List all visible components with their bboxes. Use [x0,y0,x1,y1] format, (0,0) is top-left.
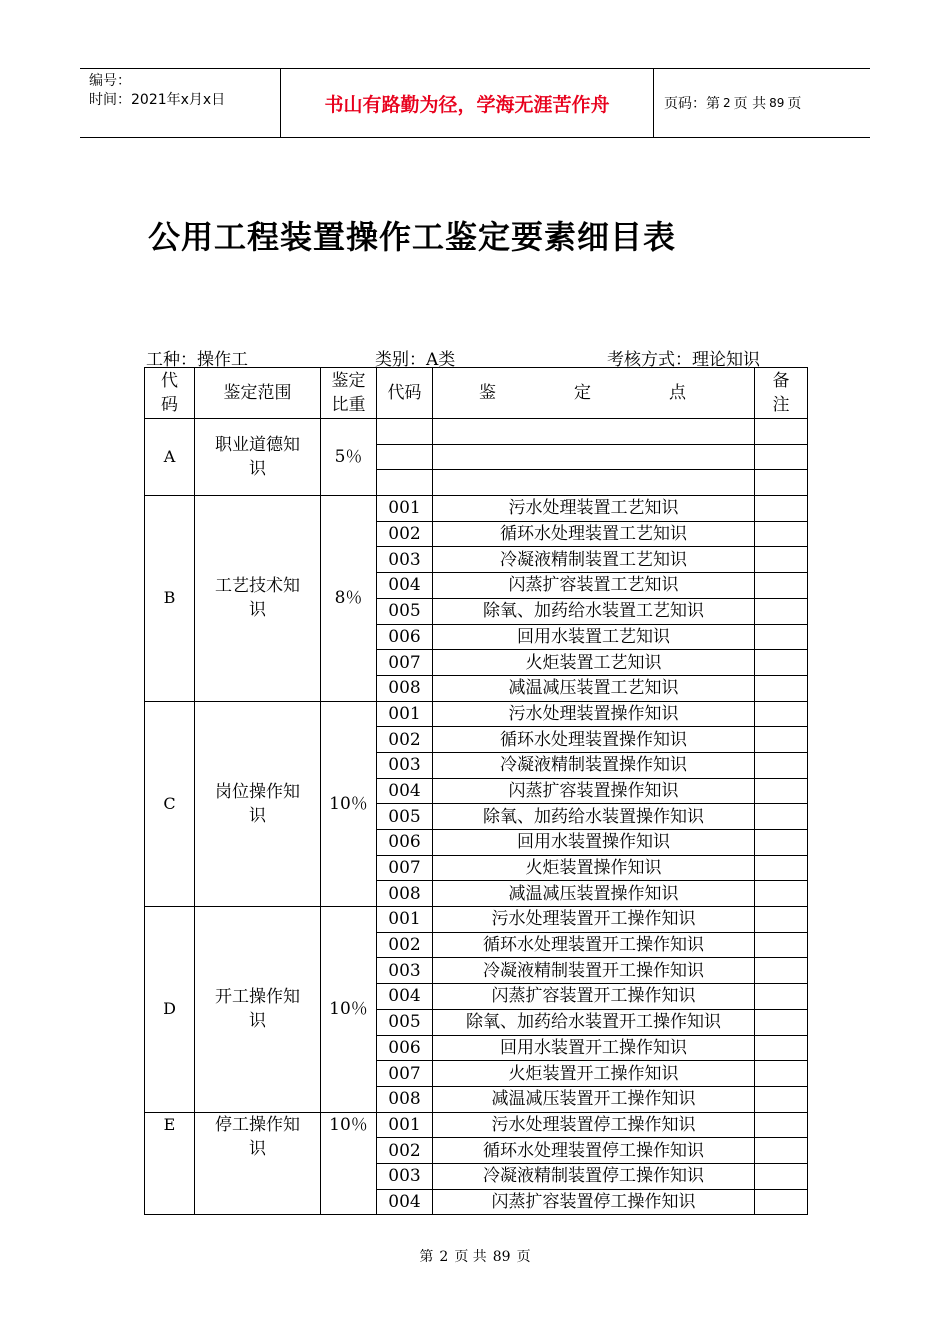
item-remark [755,573,808,599]
item-point: 回用水装置操作知识 [433,830,755,856]
page-mid: 页 共 [733,96,767,112]
item-remark [755,650,808,676]
item-point: 减温减压装置操作知识 [433,881,755,907]
item-code [377,470,433,496]
item-code: 005 [377,1009,433,1035]
item-code: 001 [377,496,433,522]
item-point: 闪蒸扩容装置停工操作知识 [433,1189,755,1215]
item-point: 污水处理装置工艺知识 [433,496,755,522]
item-point: 循环水处理装置操作知识 [433,727,755,753]
item-remark [755,830,808,856]
item-code: 003 [377,752,433,778]
header-code: 代码 [145,368,195,419]
section-weight: 8％ [321,496,377,702]
table-row [145,496,808,522]
method-label: 考核方式：理论知识 [607,350,760,370]
header-page-info [654,69,870,137]
section-range: 岗位操作知识 [195,701,321,907]
item-point: 回用水装置工艺知识 [433,624,755,650]
item-point: 污水处理装置操作知识 [433,701,755,727]
item-remark [755,547,808,573]
footer-mid: 页 共 [454,1249,487,1265]
header-point [433,368,755,419]
item-code: 002 [377,1138,433,1164]
section-code: B [145,496,195,702]
item-code: 006 [377,830,433,856]
table-row [145,419,808,445]
header-weight: 鉴定比重 [321,368,377,419]
item-code [377,419,433,445]
item-point: 循环水处理装置工艺知识 [433,521,755,547]
item-code: 001 [377,1112,433,1138]
item-point: 冷凝液精制装置工艺知识 [433,547,755,573]
section-range: 开工操作知识 [195,907,321,1113]
table-body [145,368,808,1215]
section-code: D [145,907,195,1113]
item-code: 002 [377,727,433,753]
item-code: 004 [377,984,433,1010]
item-point: 除氧、加药给水装置操作知识 [433,804,755,830]
footer-page: 2 [439,1249,449,1265]
item-remark [755,1138,808,1164]
item-remark [755,778,808,804]
page-number: 2 [723,96,731,110]
page-suffix: 页 [787,96,802,112]
footer-suffix: 页 [516,1249,531,1265]
header-subcode: 代码 [377,368,433,419]
header-remark: 备注 [755,368,808,419]
item-remark [755,1035,808,1061]
section-weight: 10％ [321,907,377,1113]
section-range: 职业道德知识 [195,419,321,496]
item-remark [755,855,808,881]
item-code: 003 [377,958,433,984]
item-point: 污水处理装置开工操作知识 [433,907,755,933]
item-code: 004 [377,1189,433,1215]
table-row [145,701,808,727]
item-remark [755,470,808,496]
item-remark [755,1112,808,1138]
item-code: 007 [377,855,433,881]
item-remark [755,984,808,1010]
item-point: 循环水处理装置开工操作知识 [433,932,755,958]
header-point-2: 定 [574,383,591,403]
section-weight: 5％ [321,419,377,496]
category-label: 类别：A类 [375,350,456,370]
section-code: A [145,419,195,496]
item-point [433,419,755,445]
item-remark [755,1189,808,1215]
item-remark [755,752,808,778]
table-header-row [145,368,808,419]
item-code: 007 [377,650,433,676]
item-code: 008 [377,881,433,907]
page-title: 公用工程装置操作工鉴定要素细目表 [148,218,677,256]
footer-prefix: 第 [419,1249,434,1265]
item-point: 冷凝液精制装置操作知识 [433,752,755,778]
section-code: E [145,1112,195,1215]
item-point: 闪蒸扩容装置工艺知识 [433,573,755,599]
item-point: 循环水处理装置停工操作知识 [433,1138,755,1164]
code-label: 编号： [89,73,131,89]
item-remark [755,444,808,470]
table-row [145,1112,808,1138]
header-motto: 书山有路勤为径，学海无涯苦作舟 [281,69,654,137]
item-code: 008 [377,675,433,701]
item-remark [755,1163,808,1189]
header-meta [80,69,281,137]
table-row [145,907,808,933]
item-point: 闪蒸扩容装置开工操作知识 [433,984,755,1010]
item-point: 冷凝液精制装置开工操作知识 [433,958,755,984]
item-point [433,444,755,470]
item-remark [755,804,808,830]
item-code: 001 [377,907,433,933]
item-point: 除氧、加药给水装置工艺知识 [433,598,755,624]
item-point: 火炬装置工艺知识 [433,650,755,676]
item-code [377,444,433,470]
item-code: 004 [377,778,433,804]
item-code: 006 [377,624,433,650]
item-remark [755,701,808,727]
page-prefix: 页码：第 [664,96,720,112]
item-remark [755,496,808,522]
item-point: 污水处理装置停工操作知识 [433,1112,755,1138]
document-header [80,68,870,138]
appraisal-table [144,367,808,1215]
footer-total: 89 [492,1249,511,1265]
item-code: 007 [377,1061,433,1087]
item-remark [755,1061,808,1087]
header-point-1: 鉴 [479,383,496,403]
header-range: 鉴定范围 [195,368,321,419]
item-remark [755,598,808,624]
item-remark [755,907,808,933]
item-remark [755,1009,808,1035]
item-code: 005 [377,598,433,624]
item-point: 减温减压装置开工操作知识 [433,1086,755,1112]
section-weight: 10％ [321,1112,377,1215]
item-remark [755,881,808,907]
item-point: 减温减压装置工艺知识 [433,675,755,701]
page-footer [0,1246,950,1266]
item-code: 003 [377,547,433,573]
item-remark [755,1086,808,1112]
item-point: 除氧、加药给水装置开工操作知识 [433,1009,755,1035]
section-range: 停工操作知识 [195,1112,321,1215]
item-point [433,470,755,496]
item-code: 008 [377,1086,433,1112]
item-code: 002 [377,932,433,958]
item-point: 火炬装置操作知识 [433,855,755,881]
item-code: 005 [377,804,433,830]
item-code: 006 [377,1035,433,1061]
item-remark [755,932,808,958]
item-remark [755,727,808,753]
item-remark [755,958,808,984]
item-code: 004 [377,573,433,599]
item-remark [755,521,808,547]
item-point: 冷凝液精制装置停工操作知识 [433,1163,755,1189]
item-code: 002 [377,521,433,547]
section-code: C [145,701,195,907]
section-weight: 10％ [321,701,377,907]
time-label: 时间：2021年x月x日 [89,92,226,108]
section-range: 工艺技术知识 [195,496,321,702]
header-point-3: 点 [669,383,686,403]
item-code: 003 [377,1163,433,1189]
item-code: 001 [377,701,433,727]
item-remark [755,419,808,445]
page-total: 89 [769,96,785,110]
item-point: 闪蒸扩容装置操作知识 [433,778,755,804]
trade-label: 工种：操作工 [146,350,248,370]
item-remark [755,675,808,701]
item-point: 回用水装置开工操作知识 [433,1035,755,1061]
item-point: 火炬装置开工操作知识 [433,1061,755,1087]
item-remark [755,624,808,650]
